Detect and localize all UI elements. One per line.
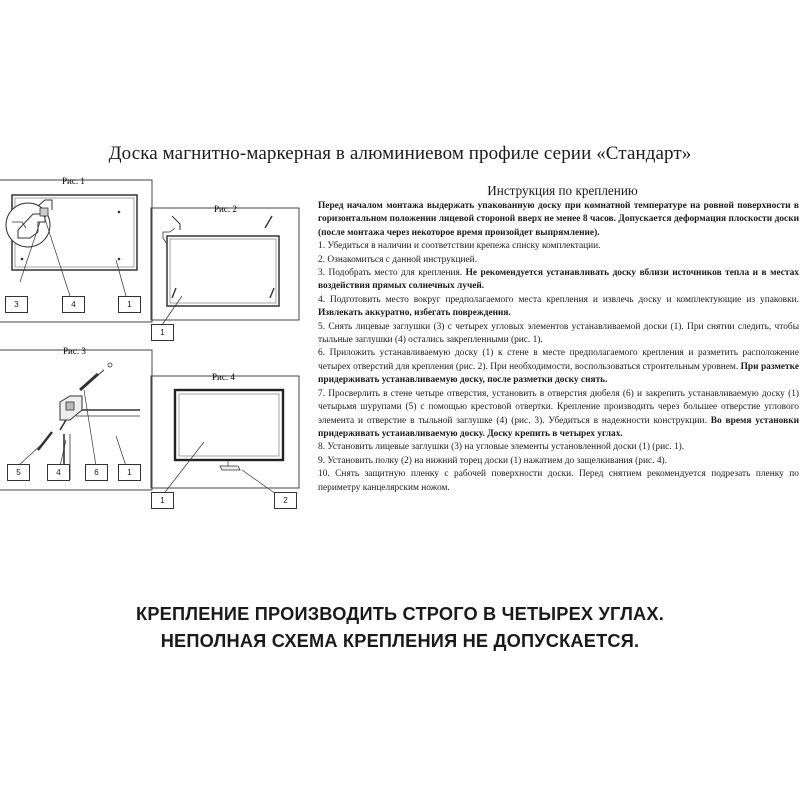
- instruction-step-5: 5. Снять лицевые заглушки (3) с четырех угловых элементов устанавливаемой доски (1). При снятии следить, чтобы тыльные заглушки (4) остались закрепленными (рис. 1).: [318, 321, 799, 346]
- figure-3: [0, 340, 152, 490]
- instruction-step-1: 1. Убедиться в наличии и соответствии крепежа списку комплектации.: [318, 241, 601, 252]
- figure-2: [150, 200, 300, 345]
- callout-1: 1: [151, 324, 174, 341]
- instructions-heading: Инструкция по креплению: [487, 183, 638, 198]
- callout-1: 1: [118, 464, 141, 481]
- figure-2-caption: Рис. 2: [214, 204, 237, 214]
- instructions-steps: [318, 240, 799, 495]
- page-title: Доска магнитно-маркерная в алюминиевом профиле серии «Стандарт»: [108, 143, 692, 164]
- instruction-step-9: 9. Установить полку (2) на нижний торец доски (1) нажатием до защелкивания (рис. 4).: [318, 455, 668, 466]
- instruction-step-10: 10. Снять защитную пленку с рабочей поверхности доски. Перед снятием рекомендуется подрезать пленку по периметру канцелярским ножом.: [318, 469, 799, 493]
- instruction-step-6: 6. Приложить устанавливаемую доску (1) к стене в месте предполагаемого крепления и разметить расположение четырех отверстий для крепления (рис. 2). При необходимости, воспользоваться строительным уровнем. При разметке придерживать устанавливаемую доску, после разметки доску снять.: [318, 348, 799, 386]
- warning-line-2: НЕПОЛНАЯ СХЕМА КРЕПЛЕНИЯ НЕ ДОПУСКАЕТСЯ.: [160, 631, 640, 651]
- callout-3: 3: [5, 296, 28, 313]
- warning-footer: [0, 601, 800, 655]
- figure-4: [150, 368, 300, 513]
- callout-1: 1: [151, 492, 174, 509]
- callout-4: 4: [47, 464, 70, 481]
- instruction-step-4: 4. Подготовить место вокруг предполагаемого места крепления и извлечь доску и комплектующие из упаковки. Извлекать аккуратно, избегать повреждения.: [318, 294, 799, 319]
- instructions-intro: Перед началом монтажа выдержать упакованную доску при комнатной температуре на ровной поверхности в горизонтальном положении лицевой стороной вверх не менее 8 часов. Допускается деформация плоскости доски (после монтажа через некоторое время произойдет выпрямление).: [318, 201, 799, 238]
- callout-6: 6: [85, 464, 108, 481]
- callout-4: 4: [62, 296, 85, 313]
- instruction-step-3: 3. Подобрать место для крепления. Не рекомендуется устанавливать доску вблизи источников тепла и в местах воздействия прямых солнечных лучей.: [318, 268, 799, 292]
- figure-4-caption: Рис. 4: [212, 372, 235, 382]
- warning-line-1: КРЕПЛЕНИЕ ПРОИЗВОДИТЬ СТРОГО В ЧЕТЫРЕХ УГЛАХ.: [136, 604, 664, 624]
- figure-1-caption: Рис. 1: [62, 176, 85, 186]
- callout-5: 5: [7, 464, 30, 481]
- callout-1: 1: [118, 296, 141, 313]
- figure-3-caption: Рис. 3: [63, 346, 86, 356]
- callout-2: 2: [274, 492, 297, 509]
- instruction-step-7: 7. Просверлить в стене четыре отверстия, установить в отверстия дюбеля (6) и закрепить устанавливаемую доску (1) четырьмя шурупами (5) с помощью крестовой отвертки. Крепление производить через большее отверстие углового элемента и отверстие в тыльной заглушке (4) (рис. 3). Убедиться в надежности конструкции. Во время установки придерживать устанавливаемую доску. Доску крепить в четырех углах.: [318, 388, 799, 439]
- instruction-step-2: 2. Ознакомиться с данной инструкцией.: [318, 254, 478, 265]
- instruction-step-8: 8. Установить лицевые заглушки (3) на угловые элементы установленной доски (1) (рис. 1).: [318, 442, 685, 453]
- figure-1: [0, 172, 152, 322]
- instructions-block: [318, 183, 799, 495]
